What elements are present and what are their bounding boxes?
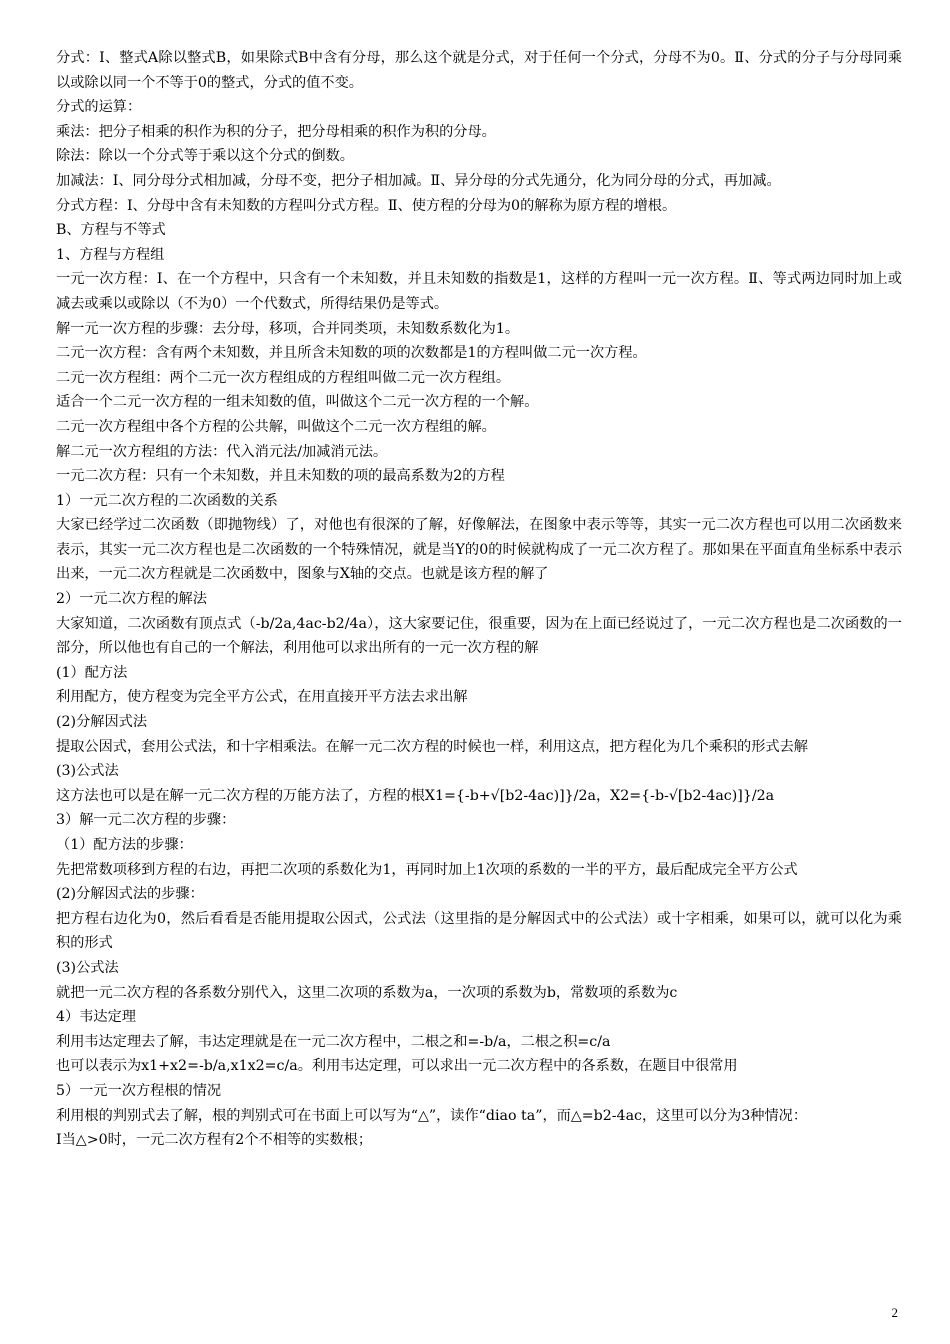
paragraph: 乘法：把分子相乘的积作为积的分子，把分母相乘的积作为积的分母。 — [56, 123, 496, 140]
paragraph: 就把一元二次方程的各系数分别代入，这里二次项的系数为a，一次项的系数为b，常数项的系数为c — [56, 984, 678, 1001]
paragraph: 4）韦达定理 — [56, 1009, 136, 1026]
paragraph: 1、方程与方程组 — [56, 246, 165, 263]
paragraph: 分式的运算： — [56, 99, 142, 116]
paragraph: (2)分解因式法 — [56, 714, 148, 731]
paragraph: 2）一元二次方程的解法 — [56, 591, 207, 608]
paragraph: 大家知道，二次函数有顶点式（-b/2a,4ac-b2/4a），这大家要记住，很重要，因为在上面已经说过了，一元二次方程也是二次函数的一部分，所以他也有自己的一个解法，利用他可以求出所有的一元一次方程的解 — [56, 615, 902, 657]
paragraph: 分式：Ⅰ、整式A除以整式B，如果除式B中含有分母，那么这个就是分式，对于任何一个分式，分母不为0。Ⅱ、分式的分子与分母同乘以或除以同一个不等于0的整式，分式的值不变。 — [56, 50, 902, 91]
paragraph: 这方法也可以是在解一元二次方程的万能方法了，方程的根X1={-b+√[b2-4ac)]}/2a，X2={-b-√[b2-4ac)]}/2a — [56, 787, 775, 804]
paragraph: 适合一个二元一次方程的一组未知数的值，叫做这个二元一次方程的一个解。 — [56, 394, 539, 411]
paragraph: 大家已经学过二次函数（即抛物线）了，对他也有很深的了解，好像解法，在图象中表示等等，其实一元二次方程也可以用二次函数来表示，其实一元二次方程也是二次函数的一个特殊情况，就是当Y的0的时候就构成了一元二次方程了。那如果在平面直角坐标系中表示出来，一元二次方程就是二次函数中，图象与X轴的交点。也就是该方程的解了 — [56, 517, 902, 583]
paragraph: 3）解一元二次方程的步骤： — [56, 812, 236, 829]
paragraph: 二元一次方程：含有两个未知数，并且所含未知数的项的次数都是1的方程叫做二元一次方程。 — [56, 345, 647, 362]
paragraph: 二元一次方程组：两个二元一次方程组成的方程组叫做二元一次方程组。 — [56, 369, 511, 386]
paragraph: 利用配方，使方程变为完全平方公式，在用直接开平方法去求出解 — [56, 689, 468, 706]
document-body — [56, 46, 902, 1153]
paragraph: (2)分解因式法的步骤： — [56, 886, 204, 903]
paragraph: 二元一次方程组中各个方程的公共解，叫做这个二元一次方程组的解。 — [56, 418, 496, 435]
paragraph: 先把常数项移到方程的右边，再把二次项的系数化为1，再同时加上1次项的系数的一半的平方，最后配成完全平方公式 — [56, 861, 798, 878]
paragraph: 1）一元二次方程的二次函数的关系 — [56, 492, 278, 509]
paragraph: 解二元一次方程组的方法：代入消元法/加减消元法。 — [56, 443, 388, 460]
paragraph: 利用根的判别式去了解，根的判别式可在书面上可以写为“△”，读作“diao ta”，而△=b2-4ac，这里可以分为3种情况： — [56, 1107, 808, 1124]
paragraph: (3)公式法 — [56, 763, 119, 780]
paragraph: B、方程与不等式 — [56, 222, 166, 239]
paragraph: 5）一元一次方程根的情况 — [56, 1082, 222, 1099]
paragraph: 一元二次方程：只有一个未知数，并且未知数的项的最高系数为2的方程 — [56, 468, 505, 485]
paragraph: 利用韦达定理去了解，韦达定理就是在一元二次方程中，二根之和=-b/a，二根之积=c/a — [56, 1033, 611, 1050]
page-number: 2 — [891, 1305, 898, 1320]
paragraph: 除法：除以一个分式等于乘以这个分式的倒数。 — [56, 148, 354, 165]
paragraph: 把方程右边化为0，然后看看是否能用提取公因式，公式法（这里指的是分解因式中的公式法）或十字相乘，如果可以，就可以化为乘积的形式 — [56, 910, 902, 952]
paragraph: 提取公因式，套用公式法，和十字相乘法。在解一元二次方程的时候也一样，利用这点，把方程化为几个乘积的形式去解 — [56, 738, 808, 755]
paragraph: 加减法：Ⅰ、同分母分式相加减，分母不变，把分子相加减。Ⅱ、异分母的分式先通分，化为同分母的分式，再加减。 — [56, 172, 781, 189]
paragraph: 解一元一次方程的步骤：去分母，移项，合并同类项，未知数系数化为1。 — [56, 320, 520, 337]
paragraph: 一元一次方程：Ⅰ、在一个方程中，只含有一个未知数，并且未知数的指数是1，这样的方程叫一元一次方程。Ⅱ、等式两边同时加上或减去或乘以或除以（不为0）一个代数式，所得结果仍是等式。 — [56, 271, 902, 312]
paragraph: （1）配方法的步骤： — [56, 837, 193, 853]
paragraph: (1）配方法 — [56, 664, 128, 681]
paragraph: 也可以表示为x1+x2=-b/a,x1x2=c/a。利用韦达定理，可以求出一元二次方程中的各系数，在题目中很常用 — [56, 1058, 738, 1075]
paragraph: I当△>0时，一元二次方程有2个不相等的实数根； — [56, 1132, 373, 1149]
paragraph: 分式方程：Ⅰ、分母中含有未知数的方程叫分式方程。Ⅱ、使方程的分母为0的解称为原方程的增根。 — [56, 197, 677, 214]
paragraph: (3)公式法 — [56, 959, 119, 976]
